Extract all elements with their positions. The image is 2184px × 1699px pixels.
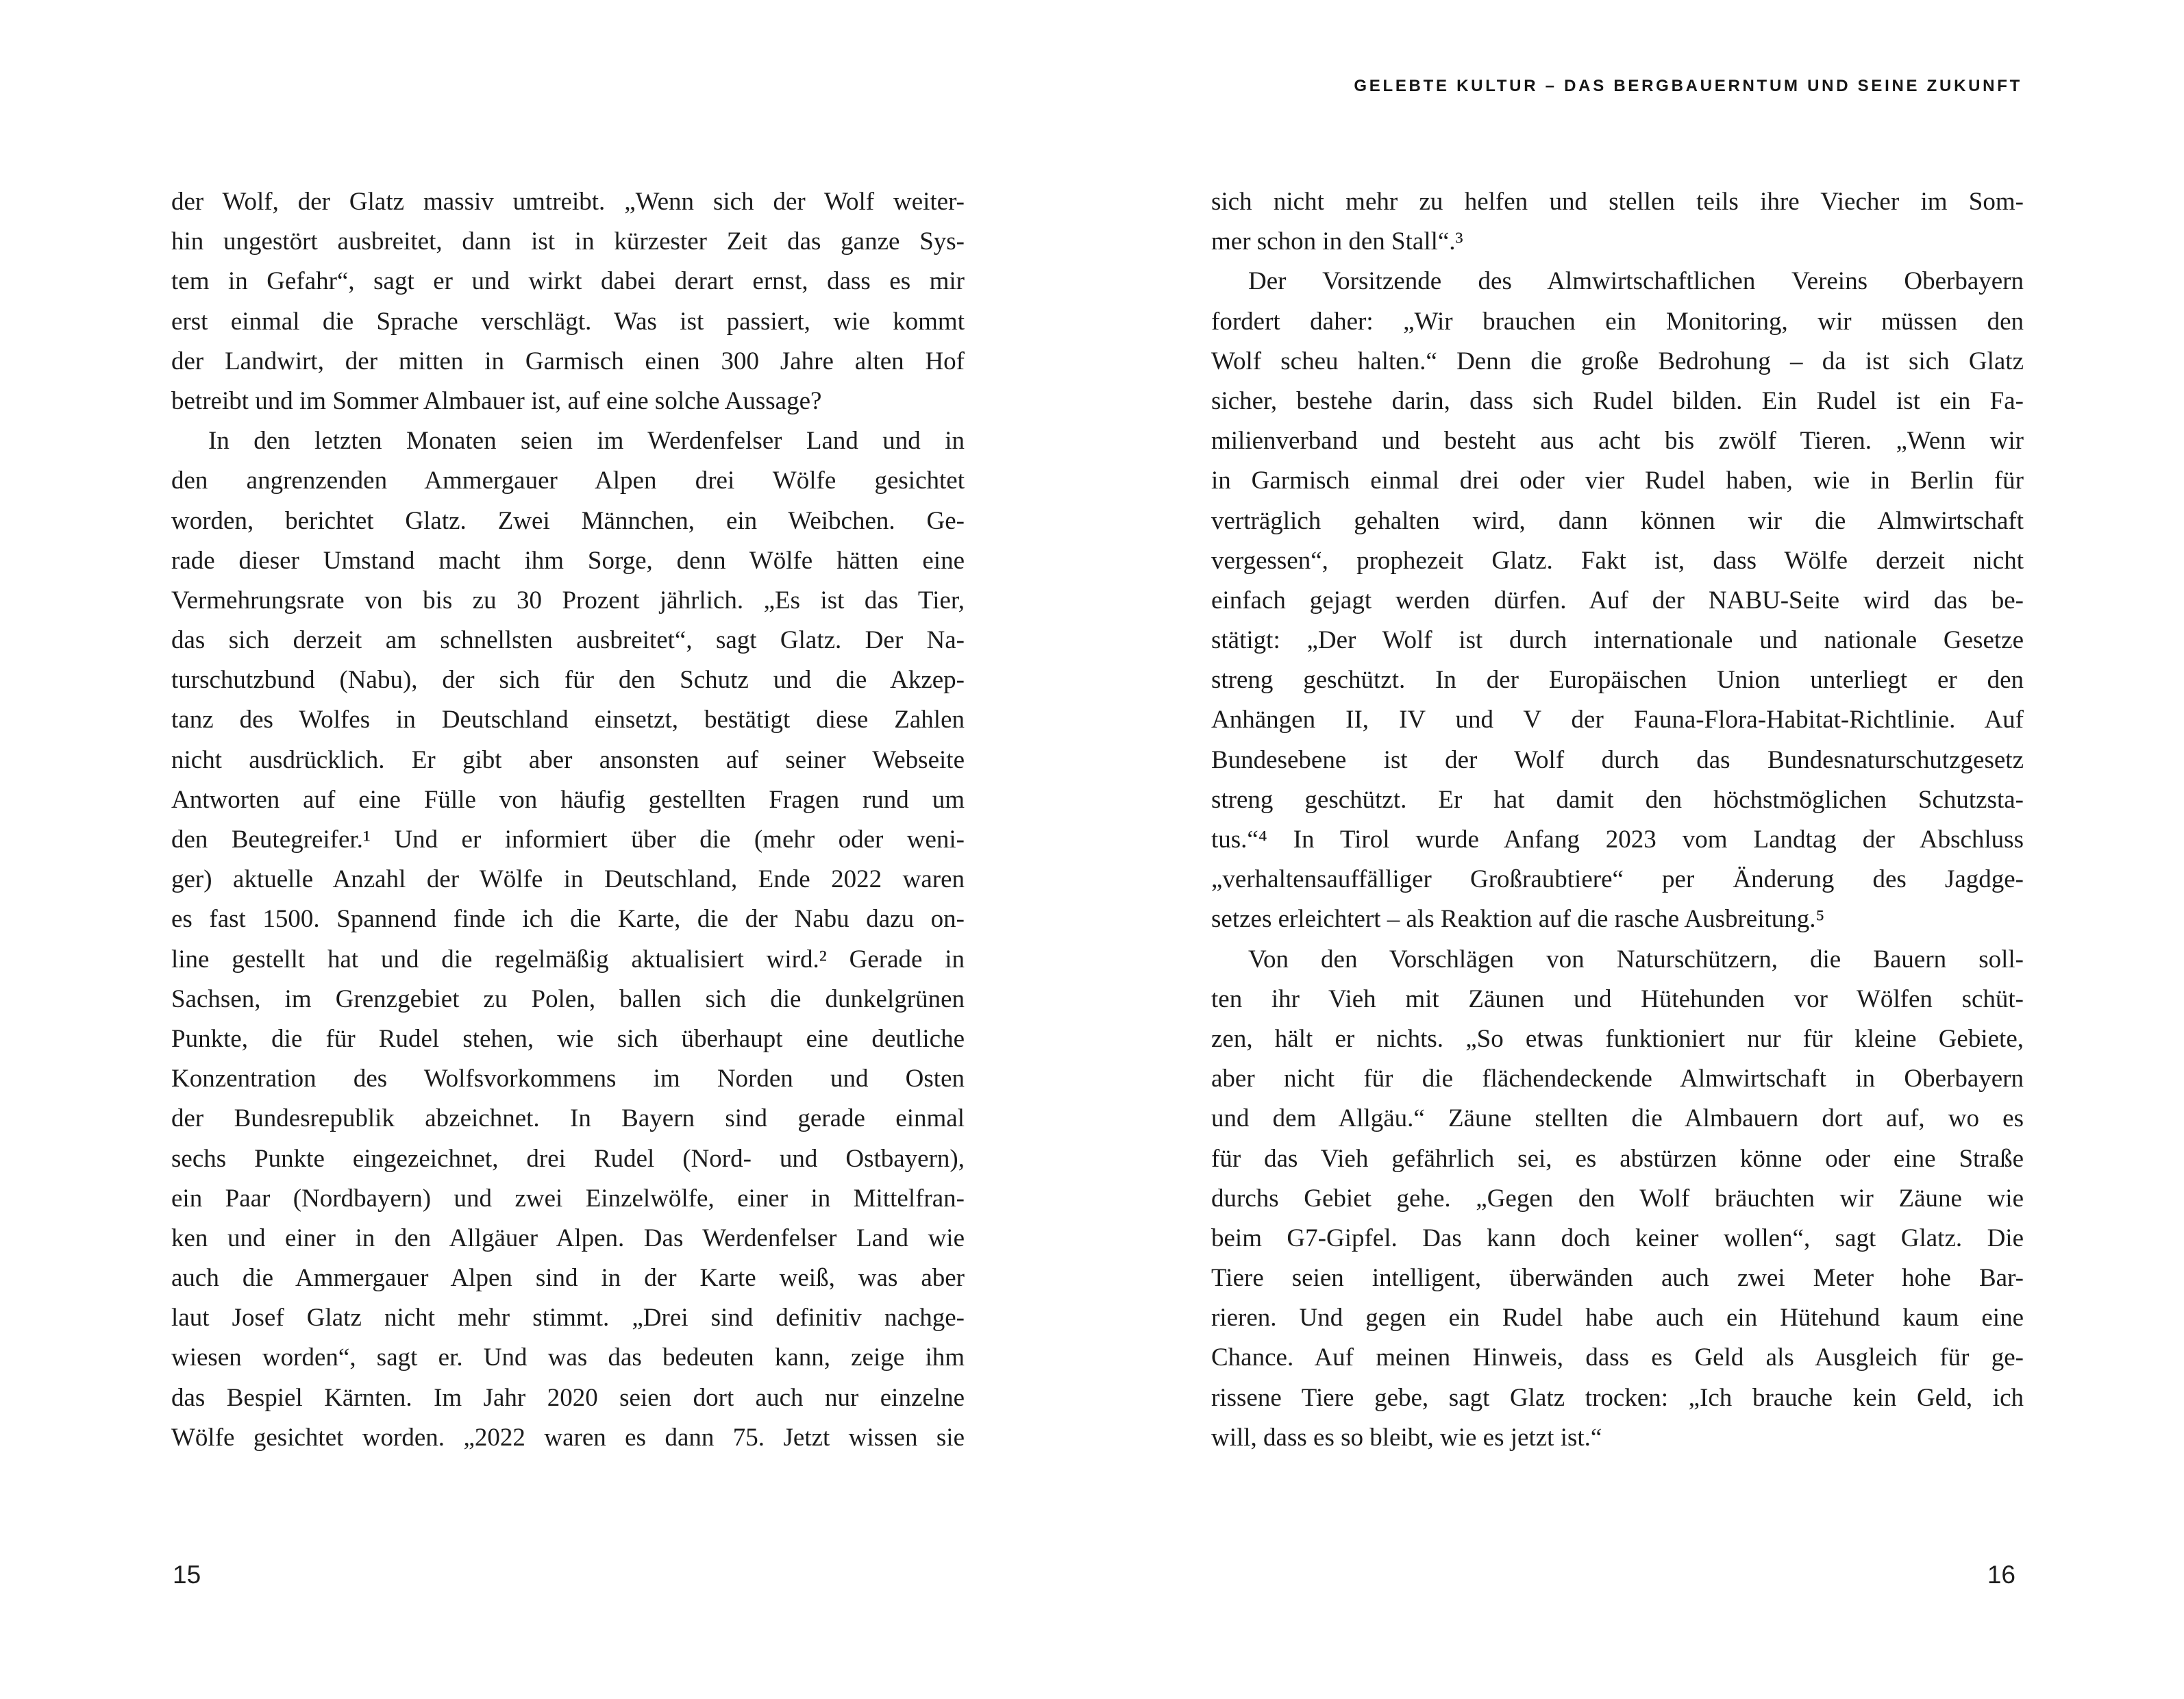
text-line: zen, hält er nichts. „So etwas funktioniert nur für kleine Gebiete, (1211, 1024, 2024, 1053)
text-line: In den letzten Monaten seien im Werdenfelser Land und in (208, 427, 965, 456)
text-line: wiesen worden“, sagt er. Und was das bedeuten kann, zeige ihm (171, 1343, 965, 1372)
text-line: turschutzbund (Nabu), der sich für den Schutz und die Akzep- (171, 666, 965, 695)
text-line: laut Josef Glatz nicht mehr stimmt. „Drei sind definitiv nachge- (171, 1304, 965, 1332)
text-line: Wölfe gesichtet worden. „2022 waren es dann 75. Jetzt wissen sie (171, 1423, 965, 1452)
right-page-number: 16 (1987, 1561, 2015, 1589)
text-line: Punkte, die für Rudel stehen, wie sich überhaupt eine deutliche (171, 1024, 965, 1053)
text-line: verträglich gehalten wird, dann können wir die Almwirtschaft (1211, 506, 2024, 535)
text-line: ten ihr Vieh mit Zäunen und Hütehunden vor Wölfen schüt- (1211, 984, 2024, 1013)
text-line: streng geschützt. Er hat damit den höchstmöglichen Schutzsta- (1211, 785, 2024, 814)
text-line: Der Vorsitzende des Almwirtschaftlichen Vereins Oberbayern (1248, 267, 2024, 296)
left-page-text-column (171, 182, 965, 1458)
text-line: fordert daher: „Wir brauchen ein Monitoring, wir müssen den (1211, 307, 2024, 336)
running-header: GELEBTE KULTUR – DAS BERGBAUERNTUM UND SEINE ZUKUNFT (1354, 77, 2022, 95)
text-line: Chance. Auf meinen Hinweis, dass es Geld als Ausgleich für ge- (1211, 1343, 2024, 1372)
text-line: einfach gejagt werden dürfen. Auf der NABU-Seite wird das be- (1211, 586, 2024, 615)
text-line: Sachsen, im Grenzgebiet zu Polen, ballen sich die dunkelgrünen (171, 984, 965, 1013)
text-line: betreibt und im Sommer Almbauer ist, auf eine solche Aussage? (171, 386, 822, 415)
text-line: tem in Gefahr“, sagt er und wirkt dabei derart ernst, dass es mir (171, 267, 965, 296)
text-line: den Beutegreifer.¹ Und er informiert über die (mehr oder weni- (171, 826, 965, 854)
text-line: rade dieser Umstand macht ihm Sorge, denn Wölfe hätten eine (171, 546, 965, 575)
text-line: Wolf scheu halten.“ Denn die große Bedrohung – da ist sich Glatz (1211, 347, 2024, 375)
text-line: Vermehrungsrate von bis zu 30 Prozent jährlich. „Es ist das Tier, (171, 586, 965, 615)
right-page-text-column (1211, 182, 2024, 1458)
text-line: Konzentration des Wolfsvorkommens im Norden und Osten (171, 1065, 965, 1093)
text-line: beim G7-Gipfel. Das kann doch keiner wollen“, sagt Glatz. Die (1211, 1224, 2024, 1252)
text-line: hin ungestört ausbreitet, dann ist in kürzester Zeit das ganze Sys- (171, 227, 965, 256)
text-line: line gestellt hat und die regelmäßig aktualisiert wird.² Gerade in (171, 945, 965, 973)
text-line: tus.“⁴ In Tirol wurde Anfang 2023 vom Landtag der Abschluss (1211, 826, 2024, 854)
text-line: worden, berichtet Glatz. Zwei Männchen, ein Weibchen. Ge- (171, 506, 965, 535)
text-line: ein Paar (Nordbayern) und zwei Einzelwölfe, einer in Mittelfran- (171, 1184, 965, 1213)
text-line: setzes erleichtert – als Reaktion auf die rasche Ausbreitung.⁵ (1211, 905, 1825, 934)
text-line: durchs Gebiet gehe. „Gegen den Wolf bräuchten wir Zäune wie (1211, 1184, 2024, 1213)
left-page-number: 15 (173, 1561, 201, 1589)
text-line: der Bundesrepublik abzeichnet. In Bayern sind gerade einmal (171, 1104, 965, 1133)
text-line: für das Vieh gefährlich sei, es abstürzen könne oder eine Straße (1211, 1144, 2024, 1173)
text-line: ger) aktuelle Anzahl der Wölfe in Deutschland, Ende 2022 waren (171, 865, 965, 894)
text-line: Von den Vorschlägen von Naturschützern, die Bauern soll- (1248, 945, 2024, 973)
text-line: und dem Allgäu.“ Zäune stellten die Almbauern dort auf, wo es (1211, 1104, 2024, 1133)
text-line: Tiere seien intelligent, überwänden auch zwei Meter hohe Bar- (1211, 1264, 2024, 1293)
text-line: sechs Punkte eingezeichnet, drei Rudel (Nord- und Ostbayern), (171, 1144, 965, 1173)
text-line: „verhaltensauffälliger Großraubtiere“ per Änderung des Jagdge- (1211, 865, 2024, 894)
text-line: Bundesebene ist der Wolf durch das Bundesnaturschutzgesetz (1211, 745, 2024, 774)
text-line: Anhängen II, IV und V der Fauna-Flora-Habitat-Richtlinie. Auf (1211, 706, 2024, 734)
text-line: rissene Tiere gebe, sagt Glatz trocken: „Ich brauche kein Geld, ich (1211, 1383, 2024, 1412)
text-line: mer schon in den Stall“.³ (1211, 227, 1463, 256)
text-line: rieren. Und gegen ein Rudel habe auch ein Hütehund kaum eine (1211, 1304, 2024, 1332)
text-line: tanz des Wolfes in Deutschland einsetzt, bestätigt diese Zahlen (171, 706, 965, 734)
text-line: das Bespiel Kärnten. Im Jahr 2020 seien dort auch nur einzelne (171, 1383, 965, 1412)
text-line: erst einmal die Sprache verschlägt. Was ist passiert, wie kommt (171, 307, 965, 336)
text-line: in Garmisch einmal drei oder vier Rudel haben, wie in Berlin für (1211, 467, 2024, 495)
text-line: Antworten auf eine Fülle von häufig gestellten Fragen rund um (171, 785, 965, 814)
text-line: sich nicht mehr zu helfen und stellen teils ihre Viecher im Som- (1211, 188, 2024, 216)
text-line: auch die Ammergauer Alpen sind in der Karte weiß, was aber (171, 1264, 965, 1293)
text-line: streng geschützt. In der Europäischen Union unterliegt er den (1211, 666, 2024, 695)
text-line: ken und einer in den Allgäuer Alpen. Das Werdenfelser Land wie (171, 1224, 965, 1252)
text-line: der Wolf, der Glatz massiv umtreibt. „Wenn sich der Wolf weiter- (171, 188, 965, 216)
text-line: nicht ausdrücklich. Er gibt aber ansonsten auf seiner Webseite (171, 745, 965, 774)
text-line: milienverband und besteht aus acht bis zwölf Tieren. „Wenn wir (1211, 427, 2024, 456)
text-line: sicher, bestehe darin, dass sich Rudel bilden. Ein Rudel ist ein Fa- (1211, 386, 2024, 415)
text-line: vergessen“, prophezeit Glatz. Fakt ist, dass Wölfe derzeit nicht (1211, 546, 2024, 575)
text-line: den angrenzenden Ammergauer Alpen drei Wölfe gesichtet (171, 467, 965, 495)
text-line: das sich derzeit am schnellsten ausbreitet“, sagt Glatz. Der Na- (171, 626, 965, 655)
text-line: stätigt: „Der Wolf ist durch internationale und nationale Gesetze (1211, 626, 2024, 655)
text-line: es fast 1500. Spannend finde ich die Karte, die der Nabu dazu on- (171, 905, 965, 934)
text-line: aber nicht für die flächendeckende Almwirtschaft in Oberbayern (1211, 1065, 2024, 1093)
text-line: will, dass es so bleibt, wie es jetzt ist.“ (1211, 1423, 1602, 1452)
text-line: der Landwirt, der mitten in Garmisch einen 300 Jahre alten Hof (171, 347, 965, 375)
